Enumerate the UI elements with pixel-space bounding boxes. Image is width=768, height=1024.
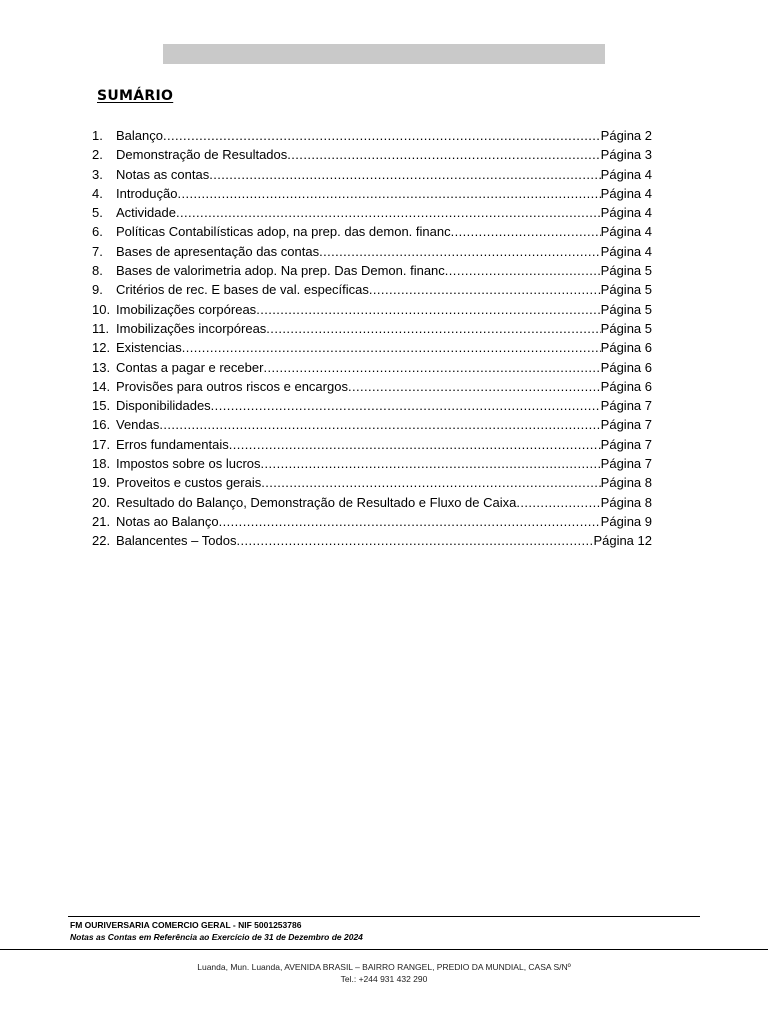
toc-entry[interactable]	[92, 126, 652, 145]
footer-notes: Notas as Contas em Referência ao Exercício de 31 de Dezembro de 2024	[70, 932, 363, 942]
toc-entry-page: Página 4	[600, 243, 652, 259]
toc-entry-number: 17.	[92, 436, 111, 452]
toc-entry[interactable]	[92, 396, 652, 415]
toc-entry-number: 16.	[92, 417, 111, 433]
toc-dot-leader	[182, 338, 601, 357]
footer-phone: Tel.: +244 931 432 290	[340, 974, 428, 984]
toc-entry-page: Página 4	[600, 166, 652, 182]
toc-dot-leader	[177, 184, 600, 203]
toc-entry-title: Impostos sobre os lucros	[116, 456, 261, 472]
toc-entry-title: Provisões para outros riscos e encargos	[116, 378, 348, 394]
toc-entry-title: Actividade	[116, 205, 176, 221]
toc-entry[interactable]	[92, 512, 652, 531]
toc-entry-page: Página 4	[600, 185, 652, 201]
toc-entry-title: Balancentes – Todos	[116, 533, 237, 549]
toc-entry[interactable]	[92, 242, 652, 261]
toc-entry[interactable]	[92, 358, 652, 377]
toc-entry-title: Disponibilidades	[116, 398, 211, 414]
toc-entry-title: Resultado do Balanço, Demonstração de Resultado e Fluxo de Caixa	[116, 494, 517, 510]
toc-entry-title: Imobilizações incorpóreas	[116, 320, 267, 336]
toc-entry-page: Página 5	[600, 282, 652, 298]
toc-entry-number: 14.	[92, 378, 111, 394]
footer-company: FM OURIVERSARIA COMERCIO GERAL - NIF 5001253786	[70, 920, 302, 930]
toc-entry-number: 2.	[92, 147, 103, 163]
toc-entry-page: Página 7	[600, 436, 652, 452]
toc-entry-number: 5.	[92, 205, 103, 221]
toc-entry-number: 20.	[92, 494, 111, 510]
toc-entry-page: Página 5	[600, 263, 652, 279]
toc-entry-page: Página 5	[600, 320, 652, 336]
toc-entry[interactable]	[92, 222, 652, 241]
toc-dot-leader	[348, 377, 601, 396]
toc-dot-leader	[236, 531, 593, 550]
toc-entry-title: Notas ao Balanço	[116, 513, 219, 529]
toc-entry-number: 10.	[92, 301, 111, 317]
toc-entry-number: 3.	[92, 166, 103, 182]
footer-address: Luanda, Mun. Luanda, AVENIDA BRASIL – BAIRRO RANGEL, PREDIO DA MUNDIAL, CASA S/Nº	[197, 962, 571, 972]
toc-dot-leader	[176, 203, 601, 222]
toc-entry-page: Página 12	[593, 533, 652, 549]
toc-entry-number: 7.	[92, 243, 103, 259]
footer-divider-bottom	[0, 949, 768, 950]
toc-dot-leader	[261, 454, 601, 473]
header-bar	[163, 44, 605, 64]
toc-entry-page: Página 7	[600, 456, 652, 472]
toc-entry-number: 11.	[92, 320, 110, 336]
toc-entry-page: Página 6	[600, 359, 652, 375]
toc-dot-leader	[209, 165, 600, 184]
toc-entry-title: Vendas	[116, 417, 160, 433]
toc-entry-number: 12.	[92, 340, 111, 356]
toc-entry[interactable]	[92, 165, 652, 184]
toc-entry-number: 9.	[92, 282, 103, 298]
toc-entry-title: Critérios de rec. E bases de val. específicas	[116, 282, 369, 298]
toc-entry-page: Página 2	[600, 128, 652, 143]
toc-entry[interactable]	[92, 473, 652, 492]
toc-entry[interactable]	[92, 415, 652, 434]
toc-dot-leader	[266, 319, 600, 338]
toc-entry-page: Página 9	[600, 513, 652, 529]
toc-entry-number: 13.	[92, 359, 111, 375]
toc-entry-title: Bases de apresentação das contas	[116, 243, 320, 259]
toc-entry-page: Página 6	[600, 378, 652, 394]
toc-entry-title: Políticas Contabilísticas adop, na prep. das demon. financ	[116, 224, 451, 240]
toc-entry-page: Página 8	[600, 475, 652, 491]
toc-entry-title: Imobilizações corpóreas	[116, 301, 257, 317]
toc-dot-leader	[451, 222, 601, 241]
toc-entry[interactable]	[92, 435, 652, 454]
toc-entry-number: 1.	[92, 128, 103, 143]
toc-entry-number: 22.	[92, 533, 111, 549]
toc-dot-leader	[211, 396, 601, 415]
toc-entry-title: Introdução	[116, 185, 178, 201]
page-title: SUMÁRIO	[97, 88, 174, 104]
toc-entry-number: 4.	[92, 185, 103, 201]
toc-dot-leader	[287, 145, 600, 164]
toc-entry[interactable]	[92, 377, 652, 396]
toc-entry-title: Existencias	[116, 340, 182, 356]
toc-entry-title: Demonstração de Resultados	[116, 147, 288, 163]
toc-entry-page: Página 7	[600, 417, 652, 433]
toc-entry[interactable]	[92, 319, 652, 338]
toc-entry-title: Balanço	[116, 128, 163, 143]
toc-entry-page: Página 4	[600, 205, 652, 221]
toc-entry[interactable]	[92, 300, 652, 319]
toc-entry[interactable]	[92, 280, 652, 299]
toc-dot-leader	[263, 358, 600, 377]
toc-dot-leader	[163, 126, 601, 145]
toc-dot-leader	[159, 415, 600, 434]
toc-dot-leader	[261, 473, 600, 492]
toc-entry-page: Página 6	[600, 340, 652, 356]
toc-dot-leader	[319, 242, 601, 261]
toc-entry-number: 15.	[92, 398, 111, 414]
toc-entry[interactable]	[92, 203, 652, 222]
toc-entry-title: Notas as contas	[116, 166, 210, 182]
toc-entry[interactable]	[92, 145, 652, 164]
toc-entry[interactable]	[92, 184, 652, 203]
toc-entry[interactable]	[92, 493, 652, 512]
toc-entry-page: Página 3	[600, 147, 652, 163]
toc-dot-leader	[219, 512, 601, 531]
toc-entry[interactable]	[92, 531, 652, 550]
toc-entry-number: 21.	[92, 513, 111, 529]
toc-entry-number: 18.	[92, 456, 111, 472]
toc-entry-number: 6.	[92, 224, 103, 240]
toc-entry[interactable]	[92, 261, 652, 280]
toc-dot-leader	[516, 493, 600, 512]
toc-entry-title: Erros fundamentais	[116, 436, 229, 452]
toc-entry[interactable]	[92, 338, 652, 357]
toc-dot-leader	[445, 261, 601, 280]
toc-entry-page: Página 5	[600, 301, 652, 317]
toc-entry-page: Página 8	[600, 494, 652, 510]
toc-entry-number: 19.	[92, 475, 111, 491]
toc-entry-page: Página 4	[600, 224, 652, 240]
toc-entry-number: 8.	[92, 263, 103, 279]
toc-entry-title: Bases de valorimetria adop. Na prep. Das Demon. financ	[116, 263, 445, 279]
table-of-contents	[92, 126, 652, 551]
toc-dot-leader	[256, 300, 600, 319]
toc-dot-leader	[229, 435, 601, 454]
toc-entry-title: Contas a pagar e receber	[116, 359, 264, 375]
footer-divider	[68, 916, 700, 917]
toc-entry[interactable]	[92, 454, 652, 473]
toc-dot-leader	[369, 280, 601, 299]
toc-entry-page: Página 7	[600, 398, 652, 414]
toc-entry-title: Proveitos e custos gerais	[116, 475, 262, 491]
